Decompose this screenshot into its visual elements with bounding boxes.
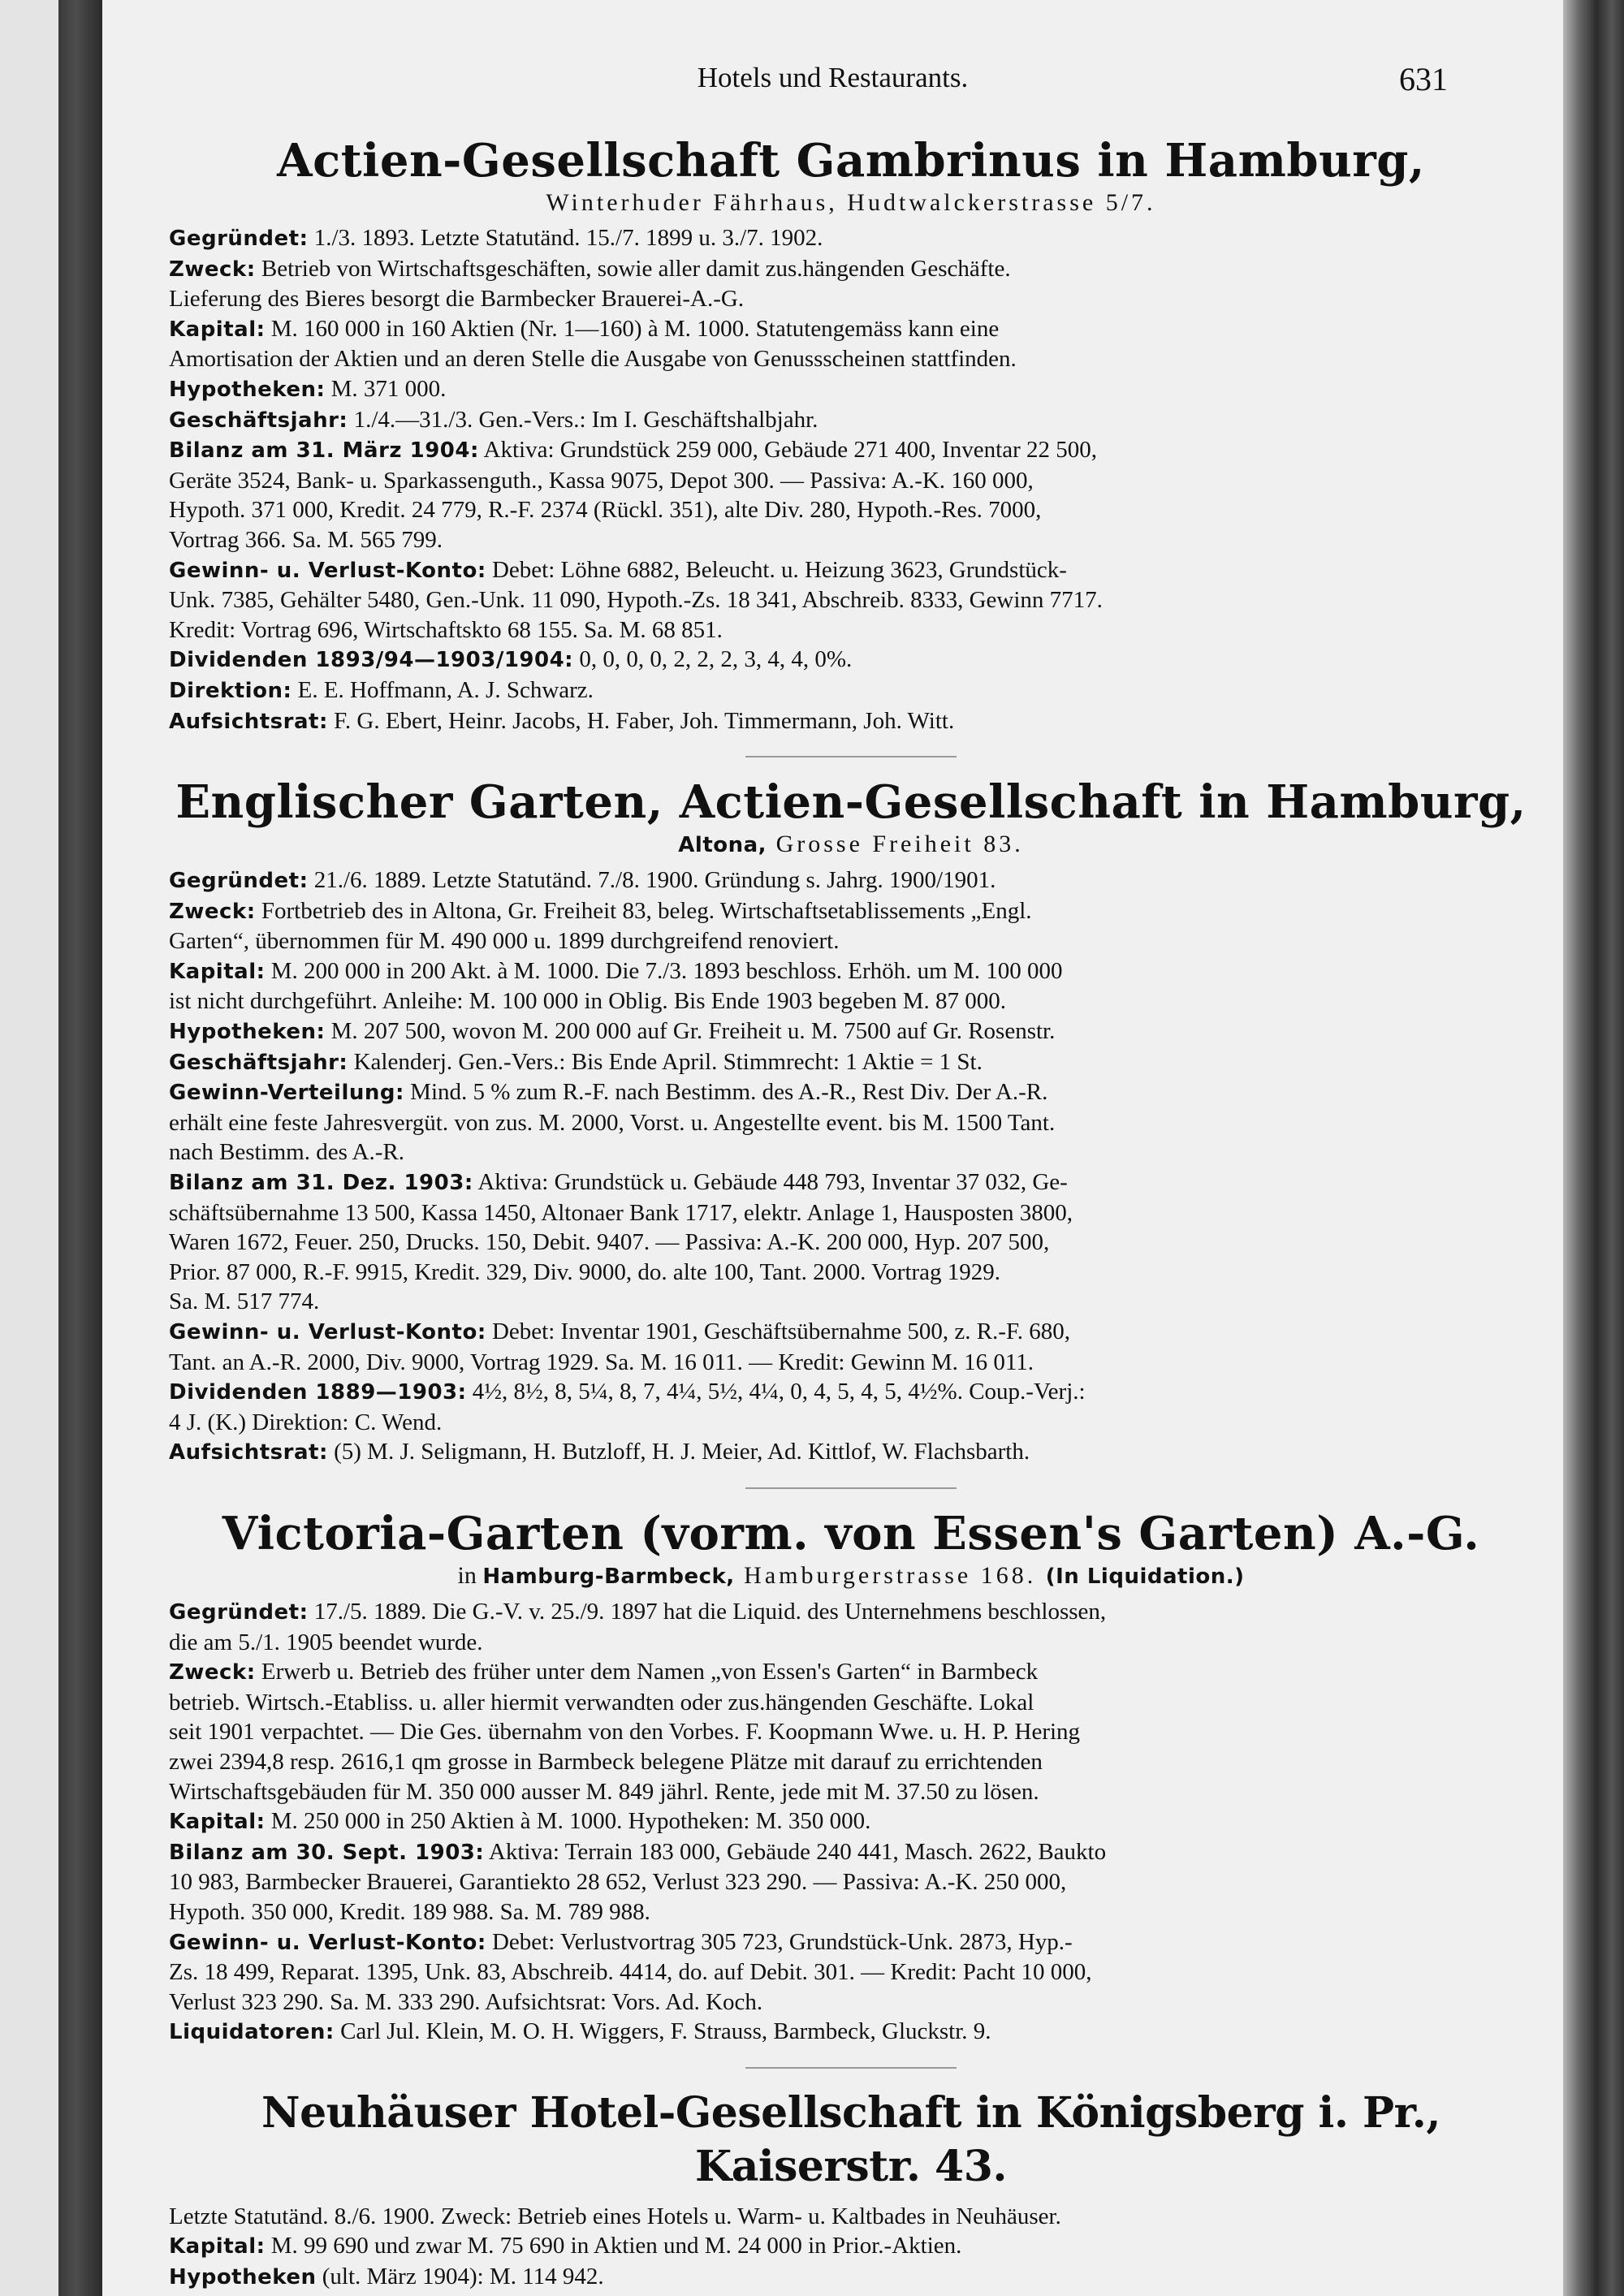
field-label: Direktion: — [169, 678, 292, 703]
entry-subtitle — [169, 1560, 1533, 1592]
page-content — [169, 134, 1533, 2293]
field-text: Fortbetrieb des in Altona, Gr. Freiheit 83, beleg. Wirtschaftsetablissements „Engl. — [255, 897, 1032, 924]
entry-title: Englischer Garten, Actien-Gesellschaft in Hamburg, — [175, 775, 1527, 830]
field-text: Carl Jul. Klein, M. O. H. Wiggers, F. Strauss, Barmbeck, Gluckstr. 9. — [334, 2018, 991, 2045]
field-label: Hypotheken — [169, 2265, 317, 2290]
entry-body — [169, 1597, 1533, 2048]
field-text: Tant. an A.-R. 2000, Div. 9000, Vortrag 1929. Sa. M. 16 011. — Kredit: Gewinn M. 16 011. — [169, 1349, 1034, 1375]
field-text: die am 5./1. 1905 beendet wurde. — [169, 1629, 483, 1655]
field-label: Gewinn- u. Verlust-Konto: — [169, 558, 486, 583]
entry-line — [169, 1108, 1533, 1138]
entry-address: Grosse Freiheit 83. — [767, 831, 1024, 858]
entry-status: (In Liquidation.) — [1045, 1564, 1245, 1589]
field-text: Zs. 18 499, Reparat. 1395, Unk. 83, Abschreib. 4414, do. auf Debit. 301. — Kredit: Pacht 10 000, — [169, 1959, 1092, 1986]
field-text: Sa. M. 517 774. — [169, 1288, 320, 1315]
entry-line — [169, 1437, 1533, 1468]
field-text: Kredit: Vortrag 696, Wirtschaftskto 68 155. Sa. M. 68 851. — [169, 616, 723, 643]
running-title: Hotels und Restaurants. — [697, 62, 969, 93]
entry-line — [169, 254, 1533, 285]
entry-line — [169, 1408, 1533, 1438]
field-text: Lieferung des Bieres besorgt die Barmbecker Brauerei-A.-G. — [169, 286, 745, 313]
field-label: Bilanz am 31. Dez. 1903: — [169, 1171, 473, 1196]
entry-subtitle-prefix: in — [457, 1561, 483, 1589]
entry-line — [169, 1077, 1533, 1108]
entry-title: Neuhäuser Hotel-Gesellschaft in Königsberg i. Pr., Kaiserstr. 43. — [261, 2087, 1440, 2191]
field-label: Geschäftsjahr: — [169, 408, 348, 433]
entry-line — [169, 1657, 1533, 1688]
entry-title: Actien-Gesellschaft Gambrinus in Hamburg, — [277, 134, 1425, 188]
field-text: Hypoth. 350 000, Kredit. 189 988. Sa. M. 789 988. — [169, 1898, 650, 1925]
company-entry-neuhaeuser-hotel — [169, 2087, 1533, 2293]
field-label: Zweck: — [169, 257, 256, 282]
field-text: (5) M. J. Seligmann, H. Butzloff, H. J. Meier, Ad. Kittlof, W. Flachsbarth. — [327, 1439, 1030, 1465]
entry-line — [169, 645, 1533, 675]
field-label: Kapital: — [169, 317, 266, 342]
entry-line — [169, 1806, 1533, 1837]
section-divider — [745, 756, 957, 757]
entry-line — [169, 956, 1533, 987]
field-label: Gewinn-Verteilung: — [169, 1081, 404, 1106]
field-label: Liquidatoren: — [169, 2020, 335, 2045]
entry-body — [169, 2202, 1533, 2293]
field-text: Mind. 5 % zum R.-F. nach Bestimm. des A.-R., Rest Div. Der A.-R. — [404, 1079, 1048, 1106]
field-label: Hypotheken: — [169, 377, 326, 402]
entry-line — [169, 585, 1533, 615]
field-text: M. 371 000. — [325, 375, 447, 402]
company-entry-gambrinus — [169, 134, 1533, 736]
field-label: Hypotheken: — [169, 1020, 326, 1045]
entry-line — [169, 2262, 1533, 2293]
field-label: Gegründet: — [169, 227, 309, 251]
field-text: Garten“, übernommen für M. 490 000 u. 1899 durchgreifend renoviert. — [169, 928, 840, 955]
entry-subtitle: Winterhuder Fährhaus, Hudtwalckerstrasse 5/7. — [546, 189, 1156, 216]
field-text: zwei 2394,8 resp. 2616,1 qm grosse in Barmbeck belegene Plätze mit darauf zu errichtenden — [169, 1748, 1043, 1775]
entry-line — [169, 1167, 1533, 1198]
field-label: Dividenden 1889—1903: — [169, 1380, 467, 1405]
entry-location: Altona, — [678, 833, 767, 858]
field-label: Zweck: — [169, 899, 256, 924]
entry-line — [169, 1987, 1533, 2018]
field-text: M. 160 000 in 160 Aktien (Nr. 1—160) à M. 1000. Statutengemäss kann eine — [265, 315, 1000, 342]
field-text: Vortrag 366. Sa. M. 565 799. — [169, 526, 443, 553]
field-text: 1./4.—31./3. Gen.-Vers.: Im I. Geschäftshalbjahr. — [348, 406, 818, 433]
entry-line — [169, 896, 1533, 927]
field-label: Gegründet: — [169, 1599, 309, 1625]
field-label: Kapital: — [169, 1810, 266, 1835]
entry-line — [169, 435, 1533, 466]
entry-line — [169, 1597, 1533, 1628]
book-spine — [58, 0, 102, 2296]
entry-line — [169, 2231, 1533, 2262]
field-text: 4½, 8½, 8, 5¼, 8, 7, 4¼, 5½, 4¼, 0, 4, 5, 4, 5, 4½%. Coup.-Verj.: — [466, 1379, 1086, 1405]
entry-line — [169, 284, 1533, 314]
entry-line — [169, 706, 1533, 737]
entry-line — [169, 1228, 1533, 1258]
entry-line — [169, 675, 1533, 706]
field-text: Wirtschaftsgebäuden für M. 350 000 ausser M. 849 jährl. Rente, jede mit M. 37.50 zu lösen. — [169, 1778, 1039, 1805]
field-text: Geräte 3524, Bank- u. Sparkassenguth., Kassa 9075, Depot 300. — Passiva: A.-K. 160 000, — [169, 467, 1034, 494]
document-page — [102, 0, 1563, 2296]
page-edge-shadow — [1563, 0, 1624, 2296]
section-divider — [745, 2067, 957, 2069]
entry-location: Hamburg-Barmbeck, — [482, 1564, 735, 1589]
field-text: E. E. Hoffmann, A. J. Schwarz. — [292, 676, 594, 703]
entry-line — [169, 1927, 1533, 1958]
entry-line — [169, 223, 1533, 254]
field-text: M. 99 690 und zwar M. 75 690 in Aktien und M. 24 000 in Prior.-Aktien. — [265, 2233, 962, 2259]
field-text: Debet: Löhne 6882, Beleucht. u. Heizung 3623, Grundstück- — [486, 556, 1067, 583]
company-entry-victoria-garten — [169, 1507, 1533, 2048]
field-label: Aufsichtsrat: — [169, 1440, 328, 1465]
field-text: Erwerb u. Betrieb des früher unter dem Namen „von Essen's Garten“ in Barmbeck — [255, 1659, 1039, 1685]
entry-line — [169, 405, 1533, 436]
entry-line — [169, 1747, 1533, 1777]
field-label: Bilanz am 31. März 1904: — [169, 438, 479, 464]
entry-line — [169, 1628, 1533, 1658]
entry-line — [169, 555, 1533, 586]
field-text: Hypoth. 371 000, Kredit. 24 779, R.-F. 2374 (Rückl. 351), alte Div. 280, Hypoth.-Res. 7000, — [169, 497, 1042, 524]
field-label: Kapital: — [169, 2234, 266, 2259]
entry-line — [169, 1317, 1533, 1348]
field-text: M. 250 000 in 250 Aktien à M. 1000. Hypotheken: M. 350 000. — [265, 1808, 871, 1835]
entry-body — [169, 865, 1533, 1468]
entry-line — [169, 986, 1533, 1016]
entry-line — [169, 1837, 1533, 1868]
entry-line — [169, 1016, 1533, 1047]
entry-address: Hamburgerstrasse 168. — [734, 1561, 1046, 1589]
entry-line — [169, 1287, 1533, 1317]
field-text: seit 1901 verpachtet. — Die Ges. übernahm von den Vorbes. F. Koopmann Wwe. u. H. P. Hering — [169, 1719, 1081, 1746]
field-text: ist nicht durchgeführt. Anleihe: M. 100 000 in Oblig. Bis Ende 1903 begeben M. 87 000. — [169, 988, 1006, 1015]
field-text: 10 983, Barmbecker Brauerei, Garantiekto 28 652, Verlust 323 290. — Passiva: A.-K. 250 000, — [169, 1869, 1067, 1896]
field-text: M. 207 500, wovon M. 200 000 auf Gr. Freiheit u. M. 7500 auf Gr. Rosenstr. — [325, 1018, 1056, 1045]
section-divider — [745, 1487, 957, 1489]
entry-line — [169, 344, 1533, 374]
entry-line — [169, 525, 1533, 555]
field-text: Debet: Inventar 1901, Geschäftsübernahme 500, z. R.-F. 680, — [486, 1318, 1070, 1344]
field-text: M. 200 000 in 200 Akt. à M. 1000. Die 7./3. 1893 beschloss. Erhöh. um M. 100 000 — [265, 957, 1063, 984]
field-text: Letzte Statutänd. 8./6. 1900. Zweck: Betrieb eines Hotels u. Warm- u. Kaltbades in Neuhäuser. — [169, 2203, 1061, 2229]
entry-title: Victoria-Garten (vorm. von Essen's Garten) A.-G. — [222, 1506, 1480, 1560]
entry-line — [169, 1377, 1533, 1408]
entry-line — [169, 1867, 1533, 1897]
entry-subtitle — [169, 829, 1533, 861]
entry-body — [169, 223, 1533, 736]
field-text: (ult. März 1904): M. 114 942. — [316, 2264, 604, 2290]
field-label: Geschäftsjahr: — [169, 1050, 348, 1075]
field-text: Verlust 323 290. Sa. M. 333 290. Aufsichtsrat: Vors. Ad. Koch. — [169, 1988, 763, 2015]
field-text: Amortisation der Aktien und an deren Stelle die Ausgabe von Genussscheinen stattfinden. — [169, 346, 1017, 373]
entry-line — [169, 1897, 1533, 1927]
entry-line — [169, 374, 1533, 405]
field-text: 1./3. 1893. Letzte Statutänd. 15./7. 1899 u. 3./7. 1902. — [308, 225, 823, 251]
field-text: Aktiva: Grundstück u. Gebäude 448 793, Inventar 37 032, Ge- — [473, 1169, 1068, 1196]
field-text: Kalenderj. Gen.-Vers.: Bis Ende April. Stimmrecht: 1 Aktie = 1 St. — [348, 1048, 983, 1075]
field-label: Gegründet: — [169, 869, 309, 894]
entry-line — [169, 466, 1533, 496]
entry-line — [169, 1258, 1533, 1288]
entry-line — [169, 1047, 1533, 1078]
entry-line — [169, 2202, 1533, 2232]
entry-line — [169, 1137, 1533, 1167]
entry-line — [169, 314, 1533, 345]
entry-line — [169, 1688, 1533, 1718]
field-label: Gewinn- u. Verlust-Konto: — [169, 1320, 486, 1344]
field-text: schäftsübernahme 13 500, Kassa 1450, Altonaer Bank 1717, elektr. Anlage 1, Hausposten 3800, — [169, 1199, 1073, 1226]
field-label: Kapital: — [169, 959, 266, 984]
field-text: 21./6. 1889. Letzte Statutänd. 7./8. 1900. Gründung s. Jahrg. 1900/1901. — [308, 867, 996, 894]
field-text: Aktiva: Terrain 183 000, Gebäude 240 441, Masch. 2622, Baukto — [484, 1838, 1107, 1865]
field-label: Bilanz am 30. Sept. 1903: — [169, 1840, 485, 1865]
field-text: 4 J. (K.) Direktion: C. Wend. — [169, 1409, 443, 1435]
field-text: erhält eine feste Jahresvergüt. von zus. M. 2000, Vorst. u. Angestellte event. bis M. 1500 Tant. — [169, 1109, 1056, 1136]
company-entry-englischer-garten — [169, 775, 1533, 1468]
page-header — [102, 55, 1563, 96]
field-label: Gewinn- u. Verlust-Konto: — [169, 1930, 486, 1955]
entry-line — [169, 1348, 1533, 1378]
field-text: nach Bestimm. des A.-R. — [169, 1139, 404, 1166]
field-label: Aufsichtsrat: — [169, 709, 328, 734]
field-text: betrieb. Wirtsch.-Etabliss. u. aller hiermit verwandten oder zus.hängenden Geschäfte. Lokal — [169, 1689, 1034, 1716]
entry-line — [169, 1777, 1533, 1807]
field-text: Betrieb von Wirtschaftsgeschäften, sowie aller damit zus.hängenden Geschäfte. — [255, 255, 1011, 282]
entry-line — [169, 1957, 1533, 1987]
entry-line — [169, 495, 1533, 525]
field-label: Zweck: — [169, 1660, 256, 1685]
previous-page-margin — [0, 0, 58, 2296]
field-text: Prior. 87 000, R.-F. 9915, Kredit. 329, Div. 9000, do. alte 100, Tant. 2000. Vortrag 1929. — [169, 1258, 1001, 1285]
field-text: F. G. Ebert, Heinr. Jacobs, H. Faber, Joh. Timmermann, Joh. Witt. — [327, 707, 955, 734]
field-text: Debet: Verlustvortrag 305 723, Grundstück-Unk. 2873, Hyp.- — [486, 1928, 1073, 1955]
field-text: Waren 1672, Feuer. 250, Drucks. 150, Debit. 9407. — Passiva: A.-K. 200 000, Hyp. 207 500, — [169, 1229, 1050, 1256]
entry-line — [169, 2017, 1533, 2048]
field-text: Unk. 7385, Gehälter 5480, Gen.-Unk. 11 090, Hypoth.-Zs. 18 341, Abschreib. 8333, Gewinn 7717. — [169, 587, 1103, 614]
field-text: 17./5. 1889. Die G.-V. v. 25./9. 1897 hat die Liquid. des Unternehmens beschlossen, — [308, 1598, 1107, 1625]
page-number: 631 — [1399, 61, 1448, 97]
entry-line — [169, 615, 1533, 645]
entry-line — [169, 865, 1533, 896]
field-text: 0, 0, 0, 0, 2, 2, 2, 3, 4, 4, 0%. — [573, 646, 853, 673]
entry-line — [169, 1717, 1533, 1747]
entry-line — [169, 1198, 1533, 1228]
field-text: Aktiva: Grundstück 259 000, Gebäude 271 400, Inventar 22 500, — [478, 437, 1097, 464]
entry-line — [169, 926, 1533, 956]
field-label: Dividenden 1893/94—1903/1904: — [169, 648, 574, 673]
